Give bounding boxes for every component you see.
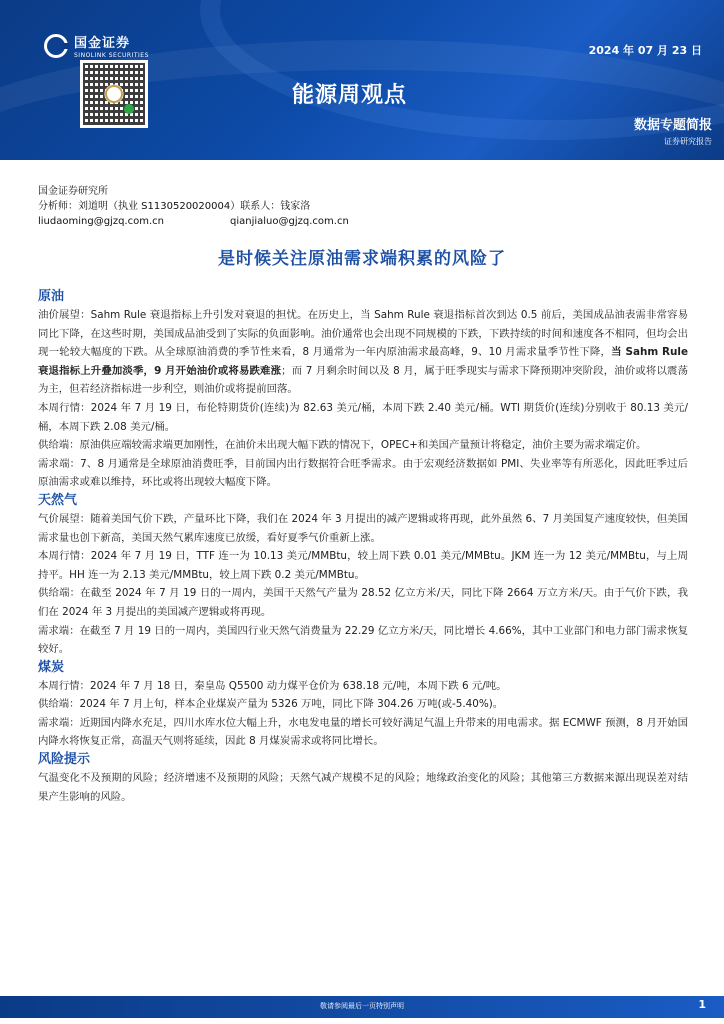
coal-supply-paragraph: 供给端：2024 年 7 月上旬，样本企业煤炭产量为 5326 万吨，同比下降 304.26 万吨(或-5.40%)。 <box>38 698 504 711</box>
coal-market-paragraph: 本周行情：2024 年 7 月 18 日，秦皇岛 Q5500 动力煤平仓价为 638.18 元/吨，本周下跌 6 元/吨。 <box>38 679 507 692</box>
section-heading-coal: 煤炭 <box>38 659 65 675</box>
crude-outlook-text-end: ；而 7 月剩余时间以及 8 月，属于旺季现实与需求下降预期冲突阶段，油价或将以震荡为主，但若经济指标进一步利空，则油价或将提前回落。 <box>38 364 688 396</box>
gas-demand-paragraph: 需求端：在截至 7 月 19 日的一周内，美国四行业天然气消费量为 22.29 亿立方米/天，同比增长 4.66%，其中工业部门和电力部门需求恢复较好。 <box>38 624 688 656</box>
crude-market-paragraph: 本周行情：2024 年 7 月 19 日，布伦特期货价(连续)为 82.63 美元/桶，本周下跌 2.40 美元/桶。WTI 期货价(连续)分别收于 80.13 美元/桶，本周下跌 2.08 美元/桶。 <box>38 401 688 433</box>
logo-mark-icon <box>44 34 68 58</box>
crude-demand-paragraph: 需求端：7、8 月通常是全球原油消费旺季，目前国内出行数据符合旺季需求。由于宏观经济数据如 PMI、失业率等有所恶化，因此旺季过后原油需求或难以维持，环比或将出现较大幅度下降。 <box>38 457 688 489</box>
risk-paragraph: 气温变化不及预期的风险；经济增速不及预期的风险；天然气减产规模不足的风险；地缘政治变化的风险；其他第三方数据来源出现误差对结果产生影响的风险。 <box>38 772 688 803</box>
analyst-email[interactable]: liudaoming@gjzq.com.cn <box>38 216 164 227</box>
section-heading-risk: 风险提示 <box>38 752 91 768</box>
header-banner <box>0 0 724 160</box>
report-body <box>38 288 688 806</box>
report-type: 证券研究报告 <box>664 137 712 146</box>
crude-outlook-paragraph <box>38 306 688 399</box>
institute-name: 国金证券研究所 <box>38 186 108 197</box>
author-info <box>38 184 349 229</box>
article-title: 是时候关注原油需求端积累的风险了 <box>218 249 506 269</box>
section-heading-gas: 天然气 <box>38 492 78 508</box>
crude-supply-paragraph: 供给端：原油供应端较需求端更加刚性，在油价未出现大幅下跌的情况下，OPEC+和美国产量预计将稳定，油价主要为需求端定价。 <box>38 439 647 452</box>
contact-email[interactable]: qianjialuo@gjzq.com.cn <box>230 216 349 227</box>
coal-demand-paragraph: 需求端：近期国内降水充足，四川水库水位大幅上升，水电发电量的增长可较好满足气温上升带来的用电需求。据 ECMWF 预测，8 月开始国内降水将恢复正常，高温天气则将延续，因此 8 月煤炭需求或将同比增长。 <box>38 716 688 748</box>
gas-market-paragraph: 本周行情：2024 年 7 月 19 日，TTF 连一为 10.13 美元/MMBtu，较上周下跌 0.01 美元/MMBtu。JKM 连一为 12 美元/MMBtu，与上周持平。HH 连一为 2.13 美元/MMBtu，较上周下跌 0.2 美元/MMBtu。 <box>38 550 688 581</box>
logo-name-en: SINOLINK SECURITIES <box>74 52 149 59</box>
report-date: 2024 年 07 月 23 日 <box>588 44 702 57</box>
crude-outlook-text: 油价展望：Sahm Rule 衰退指标上升引发对衰退的担忧。在历史上，当 Sahm Rule 衰退指标首次到达 0.5 前后，美国成品油表需非常容易同比下降，在这些时期，美国成品油受到了实际的负面影响。油价通常也会出现不同规模的下跌，下跌持续的时间和速度各不相同，但均会出现一轮较大幅度的下跌。从全球原油消费的季节性来看，8 月通常为一年内原油需求最高峰，9、10 月需求量季节性下降， <box>38 309 688 359</box>
gas-outlook-paragraph: 气价展望：随着美国气价下跌，产量环比下降，我们在 2024 年 3 月提出的减产逻辑或将再现，此外虽然 6、7 月美国复产速度较快，但美国需求量也创下新高，美国天然气累库速度已放缓，看好夏季气价重新上涨。 <box>38 512 688 544</box>
gas-supply-paragraph: 供给端：在截至 2024 年 7 月 19 日的一周内，美国干天然气产量为 28.52 亿立方米/天，同比下降 2664 万立方米/天。由于气价下跌，我们在 2024 年 3 月提出的美国减产逻辑或将再现。 <box>38 587 688 618</box>
report-title: 能源周观点 <box>292 83 408 108</box>
analyst-line: 分析师：刘道明（执业 S1130520020004）联系人：钱家洛 <box>38 201 311 212</box>
section-heading-crude: 原油 <box>38 289 65 304</box>
page-number: 1 <box>698 998 706 1011</box>
company-logo <box>44 32 149 59</box>
footer-disclaimer: 敬请参阅最后一页特别声明 <box>320 1002 404 1010</box>
crude-outlook-highlight: 当 Sahm Rule 衰退指标上升叠加淡季，9 月开始油价或将易跌难涨 <box>38 346 688 377</box>
qr-code-icon <box>80 60 148 128</box>
logo-name-cn: 国金证券 <box>74 36 131 51</box>
report-series: 数据专题简报 <box>633 118 712 133</box>
